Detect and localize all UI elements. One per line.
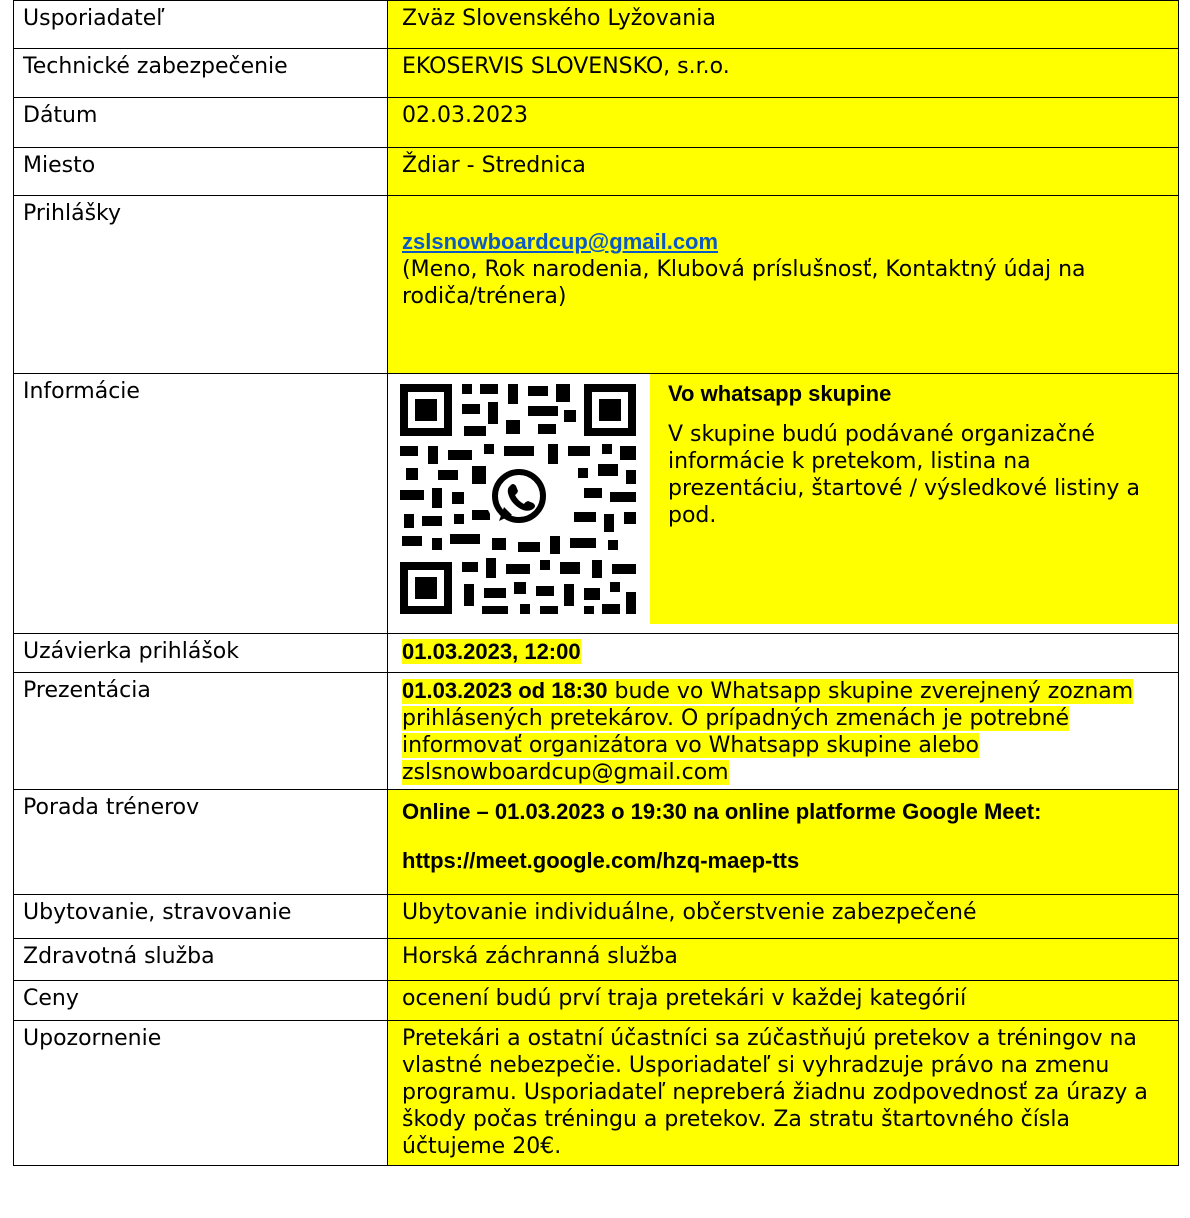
- presentation-text: bude vo Whatsapp skupine zverejnený zoznam prihlásených pretekárov. O prípadných zmenách je potrebné informovať organizátora vo Whatsapp skupine alebo zslsnowboardcup@gmail.com: [402, 679, 1134, 785]
- label-accommodation: Ubytovanie, stravovanie: [14, 895, 388, 939]
- value-medical: Horská záchranná služba: [388, 939, 1179, 981]
- label-coaches: Porada trénerov: [14, 790, 388, 895]
- value-accommodation: Ubytovanie individuálne, občerstvenie zabezpečené: [388, 895, 1179, 939]
- label-deadline: Uzávierka prihlášok: [14, 634, 388, 673]
- coaches-meet-link[interactable]: https://meet.google.com/hzq-maep-tts: [402, 848, 800, 873]
- label-warning: Upozornenie: [14, 1021, 388, 1166]
- label-applications: Prihlášky: [14, 196, 388, 374]
- coaches-meeting: Online – 01.03.2023 o 19:30 na online platforme Google Meet:: [402, 799, 1042, 824]
- label-date: Dátum: [14, 98, 388, 148]
- value-applications: [388, 196, 1179, 374]
- event-info-table: [13, 0, 1179, 1166]
- value-prizes: ocenení budú prví traja pretekári v každej kategórií: [388, 981, 1179, 1021]
- value-organizer: Zväz Slovenského Lyžovania: [388, 1, 1179, 49]
- row-accommodation: [14, 895, 1179, 939]
- value-deadline: 01.03.2023, 12:00: [402, 639, 581, 664]
- row-place: [14, 148, 1179, 196]
- row-technical: [14, 49, 1179, 98]
- applications-email-link[interactable]: zslsnowboardcup@gmail.com: [402, 229, 719, 254]
- applications-note: (Meno, Rok narodenia, Klubová príslušnosť, Kontaktný údaj na rodiča/trénera): [402, 257, 1086, 309]
- value-date: 02.03.2023: [388, 98, 1179, 148]
- row-organizer: [14, 1, 1179, 49]
- row-presentation: [14, 673, 1179, 790]
- value-technical: EKOSERVIS SLOVENSKO, s.r.o.: [388, 49, 1179, 98]
- label-prizes: Ceny: [14, 981, 388, 1021]
- row-warning: [14, 1021, 1179, 1166]
- value-coaches: [388, 790, 1179, 895]
- value-warning: Pretekári a ostatní účastníci sa zúčastňujú pretekov a tréningov na vlastné nebezpečie. Usporiadateľ si vyhradzuje právo na zmenu programu. Usporiadateľ nepreberá žiadnu zodpovednosť za úrazy a škody počas tréningu a pretekov. Za stratu štartovného čísla účtujeme 20€.: [388, 1021, 1179, 1166]
- row-medical: [14, 939, 1179, 981]
- row-coaches: [14, 790, 1179, 895]
- value-deadline-cell: [388, 634, 1179, 673]
- row-prizes: [14, 981, 1179, 1021]
- row-date: [14, 98, 1179, 148]
- row-applications: [14, 196, 1179, 374]
- label-technical: Technické zabezpečenie: [14, 49, 388, 98]
- value-place: Ždiar - Strednica: [388, 148, 1179, 196]
- whatsapp-qr-icon: [388, 374, 650, 624]
- value-presentation: [388, 673, 1179, 790]
- label-presentation: Prezentácia: [14, 673, 388, 790]
- value-info: [388, 374, 1179, 634]
- info-heading: Vo whatsapp skupine: [668, 381, 892, 406]
- label-info: Informácie: [14, 374, 388, 634]
- label-medical: Zdravotná služba: [14, 939, 388, 981]
- label-organizer: Usporiadateľ: [14, 1, 388, 49]
- info-text: V skupine budú podávané organizačné informácie k pretekom, listina na prezentáciu, štartové / výsledkové listiny a pod.: [668, 422, 1140, 528]
- label-place: Miesto: [14, 148, 388, 196]
- presentation-time: 01.03.2023 od 18:30: [402, 678, 608, 703]
- row-deadline: [14, 634, 1179, 673]
- row-info: [14, 374, 1179, 634]
